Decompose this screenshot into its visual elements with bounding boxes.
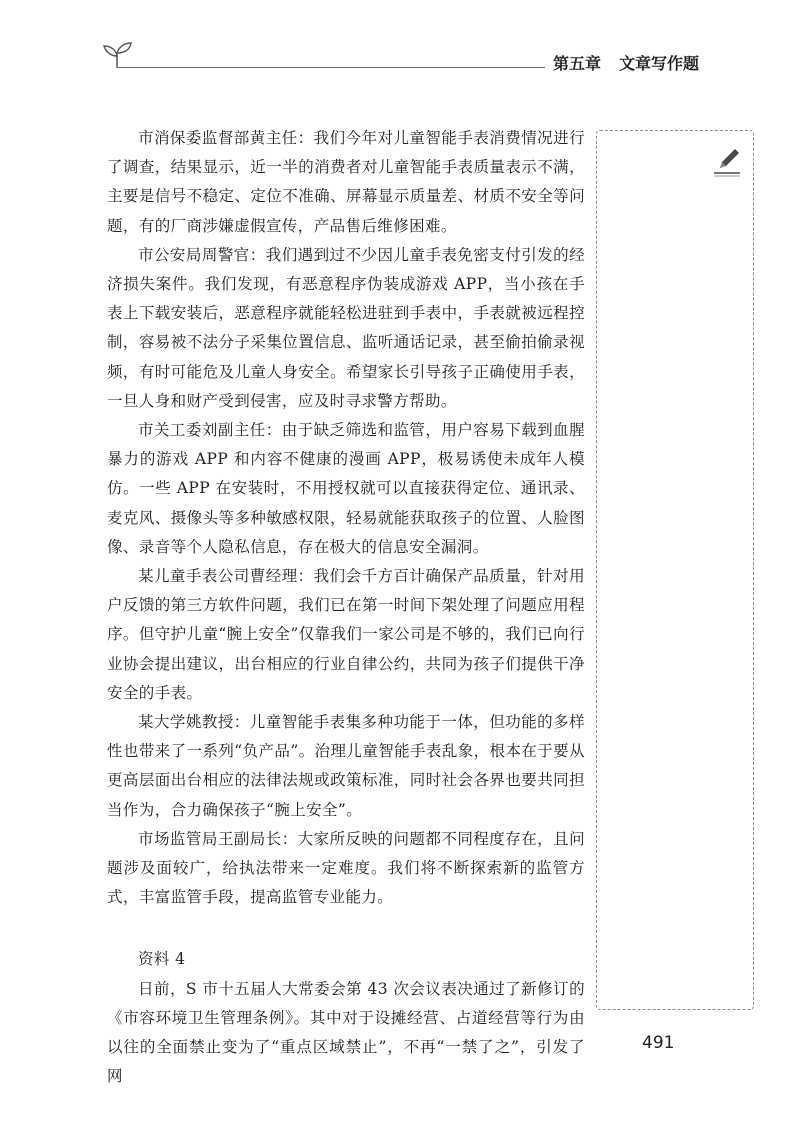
main-content xyxy=(107,124,585,1092)
paragraph-regulation: 日前，S 市十五届人大常委会第 43 次会议表决通过了新修订的《市容环境卫生管理条例》。其中对于设摊经营、占道经营等行为由以往的全面禁止变为了“重点区域禁止”，不再“一禁了之”，引发了网 xyxy=(107,979,585,1086)
pencil-icon xyxy=(711,145,743,177)
header-rule xyxy=(118,67,545,68)
sprout-icon xyxy=(100,40,134,70)
paragraph-youth-committee: 市关工委刘副主任：由于缺乏筛选和监管，用户容易下载到血腥暴力的游戏 APP 和内容不健康的漫画 APP，极易诱使未成年人模仿。一些 APP 在安装时，不用授权就可以直接获得定位、通讯录、麦克风、摄像头等多种敏感权限，轻易就能获取孩子的位置、人脸图像、录音等个人隐私信息，存在极大的信息安全漏洞。 xyxy=(107,421,585,556)
section-label: 资料 4 xyxy=(138,950,186,969)
chapter-title: 文章写作题 xyxy=(619,54,700,73)
paragraph-professor: 某大学姚教授：儿童智能手表集多种功能于一体，但功能的多样性也带来了一系列“负产品”。治理儿童智能手表乱象，根本在于要从更高层面出台相应的法律法规或政策标准，同时社会各界也要共同担当作为，合力确保孩子“腕上安全”。 xyxy=(107,713,585,819)
paragraph-market-regulator: 市场监管局王副局长：大家所反映的问题都不同程度存在，且问题涉及面较广，给执法带来一定难度。我们将不断探索新的监管方式，丰富监管手段，提高监管专业能力。 xyxy=(107,829,585,907)
page-number: 491 xyxy=(642,1033,675,1053)
paragraph-police: 市公安局周警官：我们遇到过不少因儿童手表免密支付引发的经济损失案件。我们发现，有恶意程序伪装成游戏 APP，当小孩在手表上下载安装后，恶意程序就能轻松进驻到手表中，手表就被远程控制，容易被不法分子采集位置信息、监听通话记录，甚至偷拍偷录视频，有时可能危及儿童人身安全。希望家长引导孩子正确使用手表，一旦人身和财产受到侵害，应及时寻求警方帮助。 xyxy=(107,245,585,410)
paragraph-consumer-council: 市消保委监督部黄主任：我们今年对儿童智能手表消费情况进行了调查，结果显示，近一半的消费者对儿童智能手表质量表示不满，主要是信号不稳定、定位不准确、屏幕显示质量差、材质不安全等问题，有的厂商涉嫌虚假宣传，产品售后维修困难。 xyxy=(107,129,585,235)
paragraph-watch-company: 某儿童手表公司曹经理：我们会千方百计确保产品质量，针对用户反馈的第三方软件问题，我们已在第一时间下架处理了问题应用程序。但守护儿童“腕上安全”仅靠我们一家公司是不够的，我们已向行业协会提出建议，出台相应的行业自律公约，共同为孩子们提供干净安全的手表。 xyxy=(107,567,585,702)
chapter-number: 第五章 xyxy=(553,54,602,73)
chapter-header xyxy=(553,51,699,74)
notes-box xyxy=(596,130,754,1010)
